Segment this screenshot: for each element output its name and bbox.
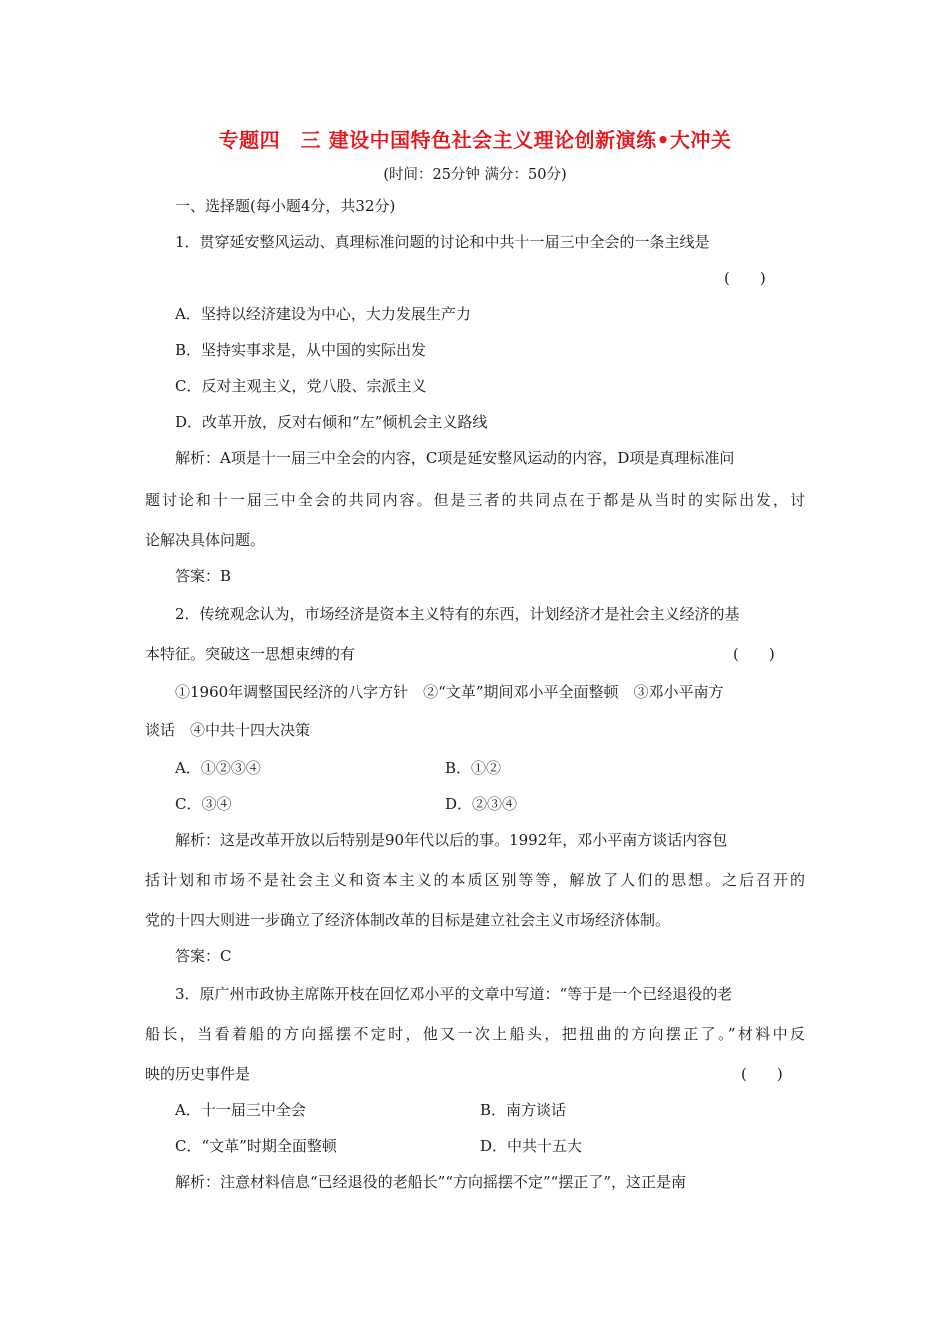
q2-items-line-1: ①1960年调整国民经济的八字方针 ②“文革”期间邓小平全面整顿 ③邓小平南方 — [175, 683, 724, 701]
q1-option-a: A．坚持以经济建设为中心，大力发展生产力 — [175, 305, 471, 323]
q1-option-b: B．坚持实事求是，从中国的实际出发 — [175, 341, 427, 359]
q1-analysis-line-3: 论解决具体问题。 — [145, 531, 266, 549]
q3-stem-line-3: 映的历史事件是 — [145, 1065, 251, 1083]
page-title: 专题四 三 建设中国特色社会主义理论创新演练•大冲关 — [218, 128, 732, 152]
q3-option-a: A．十一届三中全会 — [175, 1101, 306, 1119]
q1-stem: 1．贯穿延安整风运动、真理标准问题的讨论和中共十一届三中全会的一条主线是 — [175, 233, 710, 251]
q3-option-c: C．“文革”时期全面整顿 — [175, 1137, 337, 1155]
q3-analysis-line-1: 解析：注意材料信息“已经退役的老船长”“方向摇摆不定”“摆正了”，这正是南 — [175, 1173, 687, 1191]
q1-analysis-line-1: 解析：A项是十一届三中全会的内容，C项是延安整风运动的内容，D项是真理标准问 — [175, 449, 735, 467]
q3-answer-paren: ( ) — [741, 1065, 783, 1083]
q2-answer: 答案：C — [175, 947, 232, 965]
q3-stem-line-1: 3．原广州市政协主席陈开枝在回忆邓小平的文章中写道：“等于是一个已经退役的老 — [175, 985, 733, 1003]
q2-items-line-2: 谈话 ④中共十四大决策 — [145, 721, 311, 739]
q1-option-c: C．反对主观主义，党八股、宗派主义 — [175, 377, 427, 395]
q1-analysis-line-2: 题讨论和十一届三中全会的共同内容。但是三者的共同点在于都是从当时的实际出发，讨 — [145, 491, 805, 509]
q1-option-d: D．改革开放，反对右倾和“左”倾机会主义路线 — [175, 413, 488, 431]
q2-stem-line-2: 本特征。突破这一思想束缚的有 — [145, 645, 356, 663]
q2-analysis-line-1: 解析：这是改革开放以后特别是90年代以后的事。1992年，邓小平南方谈话内容包 — [175, 831, 728, 849]
q2-analysis-line-3: 党的十四大则进一步确立了经济体制改革的目标是建立社会主义市场经济体制。 — [145, 911, 671, 929]
q2-option-c: C．③④ — [175, 795, 232, 813]
q3-stem-line-2: 船长，当看着船的方向摇摆不定时，他又一次上船头，把扭曲的方向摆正了。”材料中反 — [145, 1025, 805, 1043]
q2-answer-paren: ( ) — [733, 645, 775, 663]
q2-stem-line-1: 2．传统观念认为，市场经济是资本主义特有的东西，计划经济才是社会主义经济的基 — [175, 605, 740, 623]
q1-answer: 答案：B — [175, 567, 232, 585]
q2-analysis-line-2: 括计划和市场不是社会主义和资本主义的本质区别等等，解放了人们的思想。之后召开的 — [145, 871, 805, 889]
section-heading: 一、选择题(每小题4分，共32分) — [175, 197, 396, 215]
q3-option-d: D．中共十五大 — [480, 1137, 583, 1155]
time-score-info: (时间：25分钟 满分：50分) — [383, 167, 567, 183]
q3-option-b: B．南方谈话 — [480, 1101, 567, 1119]
q2-option-a: A．①②③④ — [175, 759, 261, 777]
q2-option-d: D．②③④ — [445, 795, 518, 813]
q2-option-b: B．①② — [445, 759, 502, 777]
q1-answer-paren: ( ) — [724, 269, 766, 287]
